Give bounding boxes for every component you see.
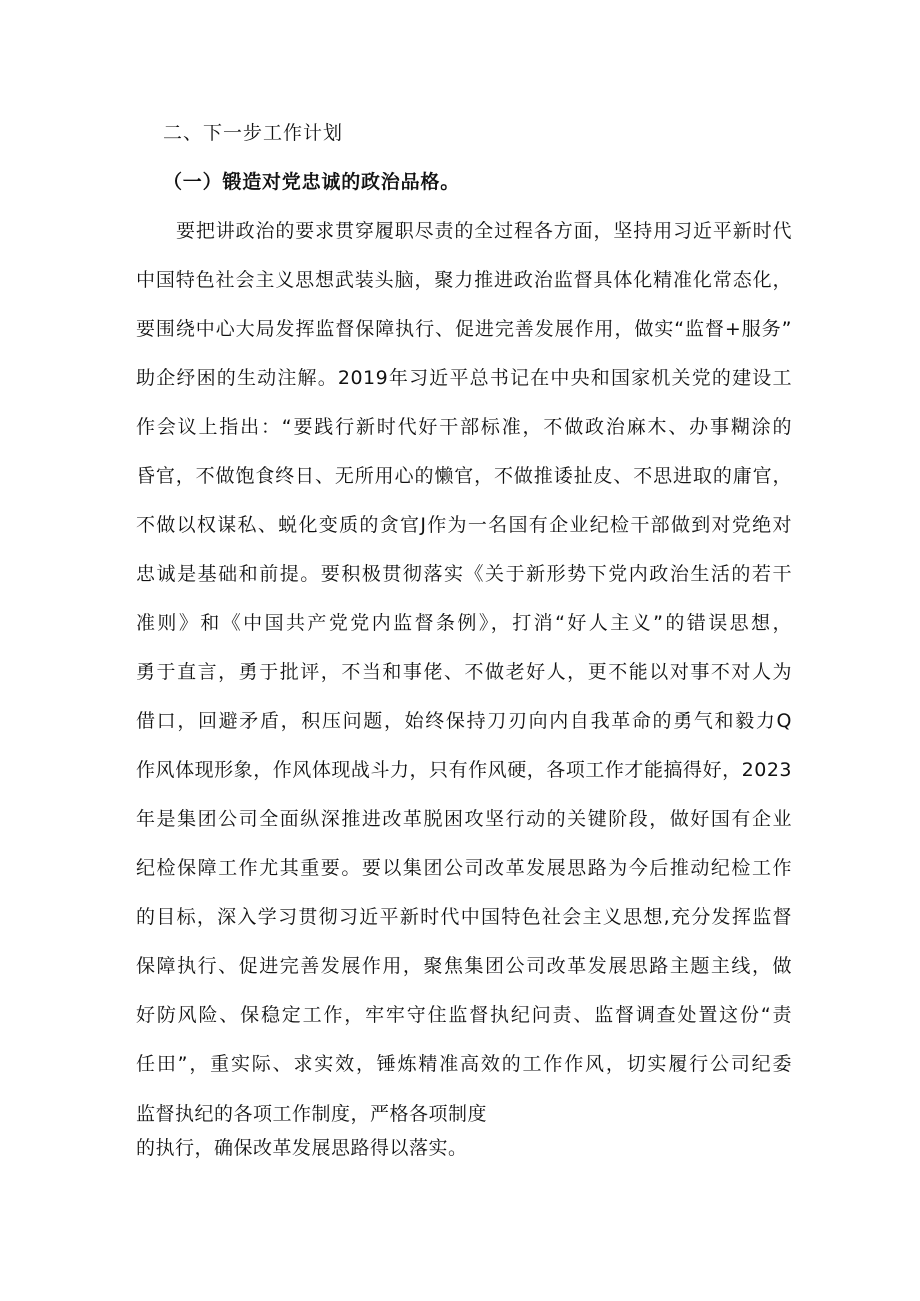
paragraph-line: 作会议上指出：“要践行新时代好干部标准，不做政治麻木、办事糊涂的 [136,416,792,438]
paragraph-line: 借口，回避矛盾，积压问题，始终保持刀刃向内自我革命的勇气和毅力Q [136,710,792,732]
section-heading: 二、下一步工作计划 [163,122,344,144]
paragraph-line: 保障执行、促进完善发展作用，聚焦集团公司改革发展思路主题主线，做 [136,955,792,977]
paragraph-line: 的执行，确保改革发展思路得以落实。 [136,1137,468,1159]
paragraph-line: 纪检保障工作尤其重要。要以集团公司改革发展思路为今后推动纪检工作 [136,857,792,879]
paragraph-line: 年是集团公司全面纵深推进改革脱困攻坚行动的关键阶段，做好国有企业 [136,808,792,830]
paragraph-line: 忠诚是基础和前提。要积极贯彻落实《关于新形势下党内政治生活的若干 [136,563,792,585]
paragraph-line: 好防风险、保稳定工作，牢牢守住监督执纪问责、监督调查处置这份“责 [136,1004,792,1026]
paragraph-line: 助企纾困的生动注解。2019年习近平总书记在中央和国家机关党的建设工 [136,367,792,389]
paragraph-line: 要围绕中心大局发挥监督保障执行、促进完善发展作用，做实“监督+服务” [136,318,792,340]
subheading: （一）锻造对党忠诚的政治品格。 [163,171,461,193]
paragraph-line: 不做以权谋私、蜕化变质的贪官J作为一名国有企业纪检干部做到对党绝对 [136,514,792,536]
paragraph-line: 昏官，不做饱食终日、无所用心的懒官，不做推诿扯皮、不思进取的庸官， [136,465,792,487]
paragraph-line: 监督执纪的各项工作制度，严格各项制度 [136,1103,488,1125]
paragraph-line: 作风体现形象，作风体现战斗力，只有作风硬，各项工作才能搞得好，2023 [136,759,792,781]
paragraph-line: 中国特色社会主义思想武装头脑，聚力推进政治监督具体化精准化常态化， [136,269,792,291]
paragraph-line: 任田”，重实际、求实效，锤炼精准高效的工作作风，切实履行公司纪委 [136,1053,792,1075]
paragraph-line: 要把讲政治的要求贯穿履职尽责的全过程各方面，坚持用习近平新时代 [176,220,792,242]
paragraph-line: 勇于直言，勇于批评，不当和事佬、不做老好人，更不能以对事不对人为 [136,661,792,683]
paragraph-line: 的目标，深入学习贯彻习近平新时代中国特色社会主义思想,充分发挥监督 [136,906,792,928]
paragraph-line: 准则》和《中国共产党党内监督条例》，打消“好人主义”的错误思想， [136,612,792,634]
